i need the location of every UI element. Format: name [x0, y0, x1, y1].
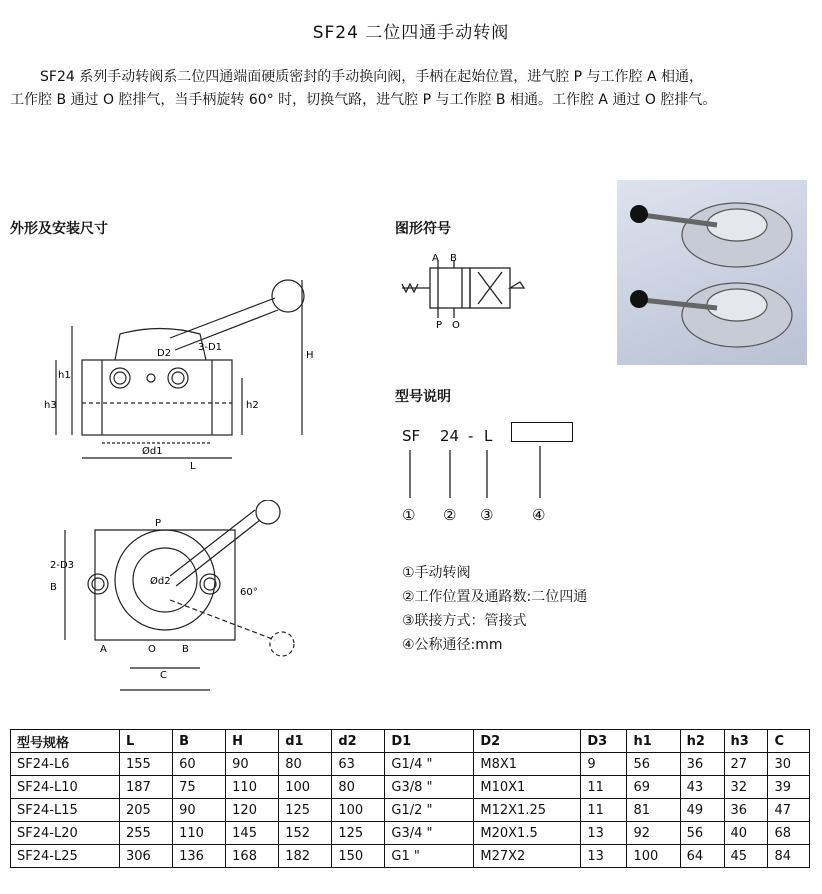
- symbol-label-A: A: [432, 253, 439, 264]
- table-header-cell: 型号规格: [11, 730, 120, 753]
- label-B: B: [50, 582, 57, 593]
- marker-3: ③: [480, 506, 494, 524]
- table-cell: 125: [332, 822, 385, 845]
- table-cell: 187: [120, 776, 173, 799]
- legend-item-2: ②工作位置及通路数:二位四通: [402, 589, 588, 605]
- table-cell: 90: [226, 753, 279, 776]
- table-cell: 155: [120, 753, 173, 776]
- table-cell: M27X2: [474, 845, 581, 868]
- table-cell: SF24-L15: [11, 799, 120, 822]
- table-header-cell: h2: [680, 730, 724, 753]
- table-row: [11, 776, 810, 799]
- top-view-drawing: [20, 500, 340, 700]
- model-code-l: L: [484, 427, 493, 445]
- table-cell: G1 ": [385, 845, 474, 868]
- label-H: H: [306, 350, 314, 361]
- symbol-label-O: O: [452, 320, 460, 331]
- table-cell: 47: [768, 799, 810, 822]
- front-view-drawing: [20, 268, 340, 478]
- table-cell: 100: [332, 799, 385, 822]
- table-cell: 81: [627, 799, 680, 822]
- table-row: [11, 822, 810, 845]
- table-row: [11, 845, 810, 868]
- section-symbol-heading: 图形符号: [395, 221, 451, 237]
- table-cell: 30: [768, 753, 810, 776]
- table-header-cell: D2: [474, 730, 581, 753]
- table-cell: 168: [226, 845, 279, 868]
- table-cell: M10X1: [474, 776, 581, 799]
- table-cell: 80: [279, 753, 332, 776]
- valve-symbol: [392, 250, 542, 340]
- table-cell: 255: [120, 822, 173, 845]
- table-cell: 43: [680, 776, 724, 799]
- table-cell: 80: [332, 776, 385, 799]
- table-cell: 69: [627, 776, 680, 799]
- symbol-label-B: B: [450, 253, 457, 264]
- table-cell: 125: [279, 799, 332, 822]
- table-header-cell: D3: [581, 730, 627, 753]
- table-cell: 63: [332, 753, 385, 776]
- table-header-cell: H: [226, 730, 279, 753]
- table-cell: SF24-L6: [11, 753, 120, 776]
- label-D1: 3-D1: [198, 342, 223, 353]
- table-cell: SF24-L25: [11, 845, 120, 868]
- product-photo: [617, 180, 807, 365]
- table-header-cell: h3: [724, 730, 768, 753]
- label-B-port: B: [182, 644, 189, 655]
- table-cell: G1/2 ": [385, 799, 474, 822]
- table-cell: 100: [279, 776, 332, 799]
- table-cell: 120: [226, 799, 279, 822]
- label-h3: h3: [44, 400, 57, 411]
- table-cell: 90: [173, 799, 226, 822]
- table-cell: 110: [173, 822, 226, 845]
- intro-line-2: 工作腔 B 通过 O 腔排气，当手柄旋转 60° 时，切换气路，进气腔 P 与工作腔 B 相通。工作腔 A 通过 O 腔排气。: [10, 92, 717, 108]
- table-cell: 36: [680, 753, 724, 776]
- table-cell: 40: [724, 822, 768, 845]
- legend-item-3: ③联接方式：管接式: [402, 613, 527, 629]
- intro-line-1: SF24 系列手动转阀系二位四通端面硬质密封的手动换向阀，手柄在起始位置，进气腔 P 与工作腔 A 相通，: [40, 69, 704, 85]
- table-cell: 56: [627, 753, 680, 776]
- table-cell: 39: [768, 776, 810, 799]
- table-row: [11, 799, 810, 822]
- table-cell: SF24-L20: [11, 822, 120, 845]
- model-code-sf: SF: [402, 427, 421, 445]
- table-cell: 64: [680, 845, 724, 868]
- table-header-row: [11, 730, 810, 753]
- model-code-leaders: [400, 446, 580, 506]
- table-cell: 11: [581, 776, 627, 799]
- table-header-cell: d1: [279, 730, 332, 753]
- model-code-diameter-box: [511, 422, 573, 442]
- table-cell: 84: [768, 845, 810, 868]
- table-cell: 100: [627, 845, 680, 868]
- label-h2: h2: [246, 400, 259, 411]
- marker-2: ②: [443, 506, 457, 524]
- marker-4: ④: [532, 506, 546, 524]
- label-h1: h1: [58, 370, 71, 381]
- table-cell: 136: [173, 845, 226, 868]
- table-header-cell: D1: [385, 730, 474, 753]
- table-cell: 32: [724, 776, 768, 799]
- table-cell: M8X1: [474, 753, 581, 776]
- section-dimensions-heading: 外形及安装尺寸: [10, 221, 108, 237]
- page-title: SF24 二位四通手动转阀: [312, 23, 510, 43]
- table-header-cell: L: [120, 730, 173, 753]
- table-cell: 75: [173, 776, 226, 799]
- table-cell: 152: [279, 822, 332, 845]
- table-cell: 36: [724, 799, 768, 822]
- table-cell: 205: [120, 799, 173, 822]
- symbol-label-P: P: [436, 320, 443, 331]
- table-header-cell: d2: [332, 730, 385, 753]
- table-cell: 9: [581, 753, 627, 776]
- table-header-cell: B: [173, 730, 226, 753]
- table-cell: 11: [581, 799, 627, 822]
- table-cell: 56: [680, 822, 724, 845]
- table-cell: 60: [173, 753, 226, 776]
- table-header-cell: C: [768, 730, 810, 753]
- table-cell: 110: [226, 776, 279, 799]
- label-D2: D2: [157, 348, 172, 359]
- label-d2: Ød2: [150, 576, 171, 587]
- table-cell: 68: [768, 822, 810, 845]
- label-A-port: A: [100, 644, 107, 655]
- table-cell: 92: [627, 822, 680, 845]
- table-row: [11, 753, 810, 776]
- table-cell: 49: [680, 799, 724, 822]
- label-L: L: [190, 461, 196, 472]
- table-cell: 182: [279, 845, 332, 868]
- model-code-dash: -: [468, 427, 474, 445]
- table-cell: 145: [226, 822, 279, 845]
- label-60: 60°: [240, 587, 258, 598]
- table-cell: G3/4 ": [385, 822, 474, 845]
- table-cell: G3/8 ": [385, 776, 474, 799]
- table-cell: 13: [581, 822, 627, 845]
- table-cell: 306: [120, 845, 173, 868]
- legend-item-4: ④公称通径:mm: [402, 637, 503, 653]
- table-cell: SF24-L10: [11, 776, 120, 799]
- table-cell: 13: [581, 845, 627, 868]
- model-code-24: 24: [440, 427, 460, 445]
- section-model-heading: 型号说明: [395, 389, 451, 405]
- table-cell: M12X1.25: [474, 799, 581, 822]
- spec-table: [10, 729, 810, 868]
- table-cell: M20X1.5: [474, 822, 581, 845]
- label-d1: Ød1: [142, 446, 163, 457]
- label-P: P: [155, 518, 162, 529]
- table-cell: 150: [332, 845, 385, 868]
- label-C: C: [160, 670, 167, 681]
- table-cell: 27: [724, 753, 768, 776]
- label-O-port: O: [148, 644, 156, 655]
- label-D3: 2-D3: [50, 560, 75, 571]
- table-cell: G1/4 ": [385, 753, 474, 776]
- table-header-cell: h1: [627, 730, 680, 753]
- marker-1: ①: [402, 506, 416, 524]
- legend-item-1: ①手动转阀: [402, 565, 471, 581]
- table-cell: 45: [724, 845, 768, 868]
